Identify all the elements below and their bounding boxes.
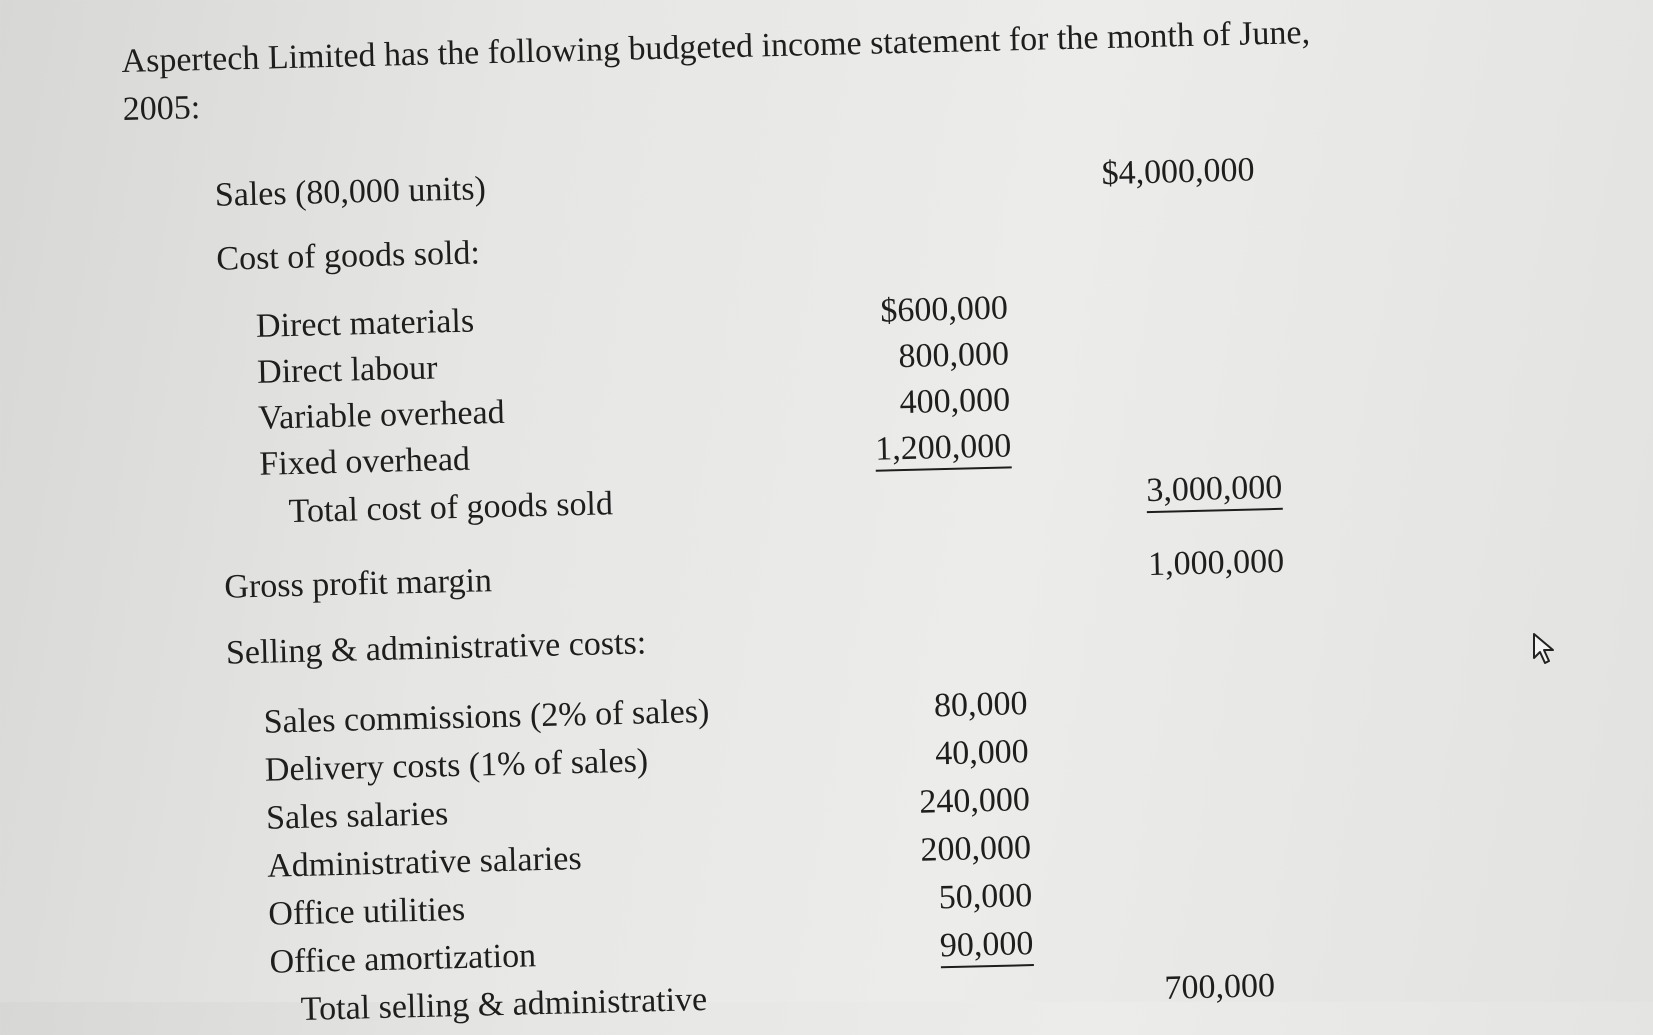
cogs-item-amount: $600,000 xyxy=(879,289,1009,330)
cogs-total-amount-wrap xyxy=(1102,468,1283,510)
sga-total-amount: 700,000 xyxy=(1164,967,1276,1007)
sga-heading: Selling & administrative costs: xyxy=(225,624,647,672)
sales-amount: $4,000,000 xyxy=(1101,151,1255,193)
sga-item-amount: 80,000 xyxy=(933,685,1028,725)
sga-item-label: Sales salaries xyxy=(265,795,449,837)
cogs-item-amount: 800,000 xyxy=(898,335,1010,376)
sga-total-label: Total selling & administrative xyxy=(300,981,708,1028)
sga-item-amount: 240,000 xyxy=(918,781,1031,821)
sga-item-label: Office utilities xyxy=(267,890,466,933)
sales-label: Sales (80,000 units) xyxy=(214,170,487,214)
intro-line-2: 2005: xyxy=(122,89,201,129)
sga-item-amount-wrap xyxy=(853,927,1034,965)
sga-item-label: Office amortization xyxy=(269,937,537,981)
intro-line-1: Aspertech Limited has the following budgeted income statement for the month of June, xyxy=(121,14,1311,81)
sga-item-amount: 50,000 xyxy=(938,877,1033,917)
gross-profit-amount: 1,000,000 xyxy=(1147,542,1285,584)
cogs-item-label: Direct labour xyxy=(256,349,438,391)
cogs-item-amount-wrap xyxy=(831,429,1012,467)
cogs-total-amount: 3,000,000 xyxy=(1146,469,1283,513)
cogs-item-amount: 400,000 xyxy=(899,381,1011,422)
mouse-pointer-icon xyxy=(1530,630,1560,666)
gross-profit-label: Gross profit margin xyxy=(223,562,493,606)
cogs-heading: Cost of goods sold: xyxy=(215,234,481,278)
sga-item-label: Administrative salaries xyxy=(266,840,583,885)
sga-item-amount: 200,000 xyxy=(920,829,1032,869)
cogs-item-amount: 1,200,000 xyxy=(875,427,1012,471)
sga-item-label: Delivery costs (1% of sales) xyxy=(264,742,649,789)
sga-item-amount: 40,000 xyxy=(934,733,1030,773)
cogs-item-label: Variable overhead xyxy=(257,393,506,437)
cogs-item-label: Direct materials xyxy=(255,302,475,345)
cogs-item-label: Fixed overhead xyxy=(258,440,471,483)
sga-item-label: Sales commissions (2% of sales) xyxy=(263,692,710,741)
sga-item-amount: 90,000 xyxy=(939,925,1033,968)
cogs-total-label: Total cost of goods sold xyxy=(288,485,614,531)
